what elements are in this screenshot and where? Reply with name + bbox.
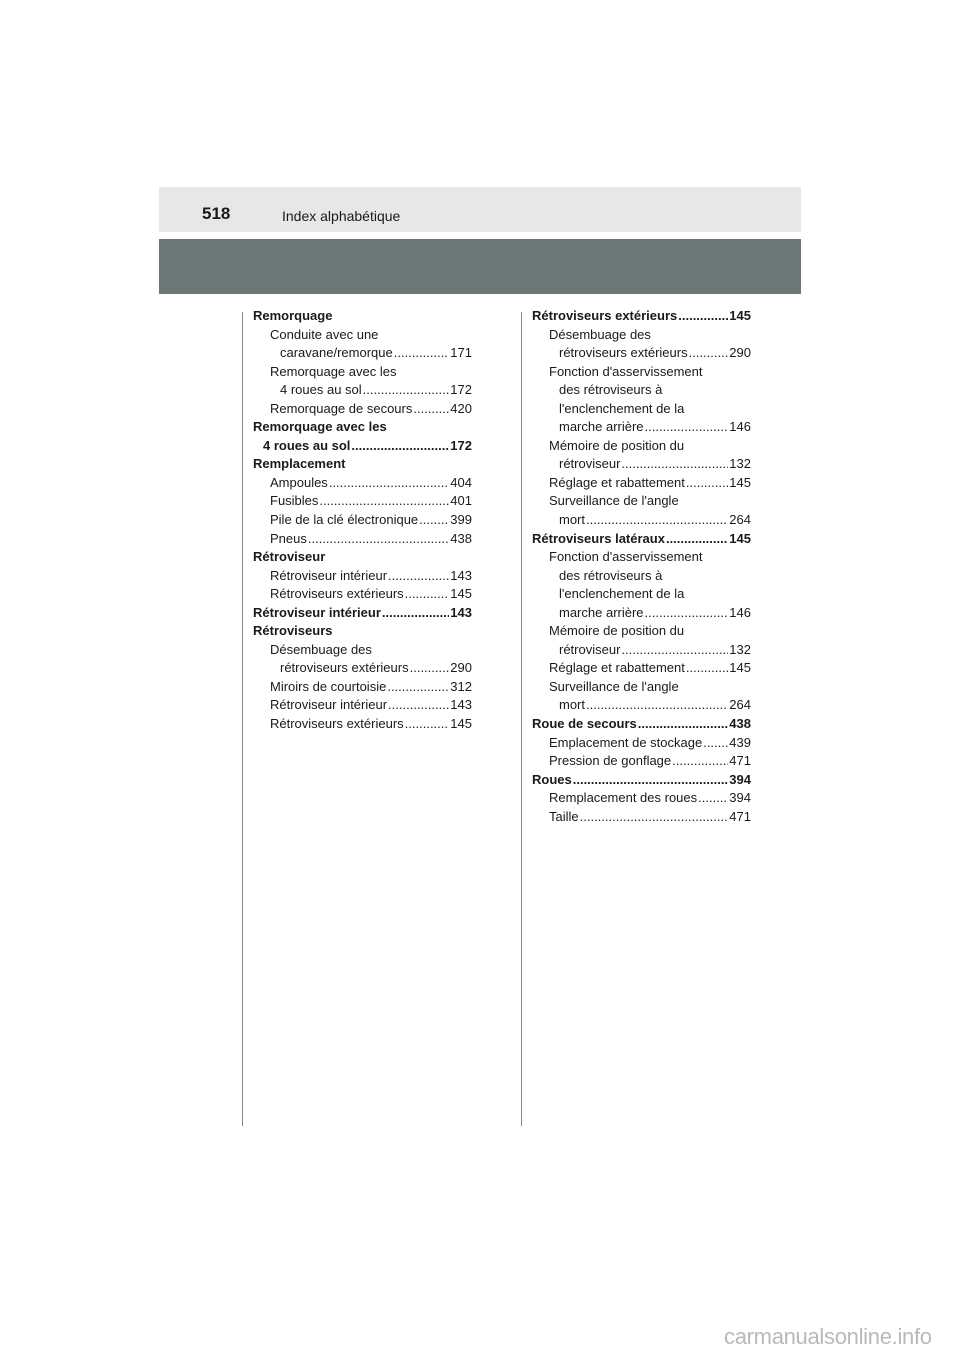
page-reference: 290	[450, 660, 472, 676]
index-subentry	[253, 344, 472, 363]
index-subentry	[532, 400, 751, 419]
index-subentry	[532, 622, 751, 641]
page-reference: 145	[729, 308, 751, 323]
page-reference: 143	[450, 697, 472, 713]
page-number: 518	[202, 204, 231, 223]
entry-text: Remorquage de secours	[270, 400, 413, 416]
index-subentry	[532, 418, 751, 437]
entry-text: Rétroviseurs extérieurs	[270, 716, 404, 732]
dot-leader	[686, 659, 728, 678]
page-reference: 145	[729, 660, 751, 676]
entry-text: Réglage et rabattement	[549, 660, 685, 676]
index-subentry	[253, 326, 472, 345]
dot-leader	[666, 530, 728, 549]
index-subentry	[253, 511, 472, 530]
entry-text: Surveillance de l'angle	[549, 493, 679, 509]
entry-text: rétroviseur	[559, 641, 621, 657]
entry-text: rétroviseurs extérieurs	[559, 345, 688, 361]
entry-text: Conduite avec une	[270, 326, 379, 342]
index-subentry	[532, 808, 751, 827]
page-reference: 394	[729, 771, 751, 787]
index-subentry	[532, 492, 751, 511]
index-subentry	[532, 363, 751, 382]
dot-leader	[329, 474, 449, 493]
dot-leader	[351, 437, 449, 456]
index-subentry	[253, 585, 472, 604]
index-subentry	[253, 381, 472, 400]
index-subentry	[532, 752, 751, 771]
page-reference: 471	[729, 753, 751, 769]
index-subentry	[532, 567, 751, 586]
index-column-left	[253, 307, 472, 734]
index-subentry	[253, 641, 472, 660]
entry-text: des rétroviseurs à	[559, 382, 663, 398]
page-reference: 401	[450, 493, 472, 509]
dot-leader	[405, 715, 450, 734]
entry-text: Taille	[549, 808, 579, 824]
entry-text: Fusibles	[270, 493, 319, 509]
entry-text: Mémoire de position du	[549, 437, 685, 453]
index-subentry	[532, 585, 751, 604]
entry-text: mort	[559, 697, 585, 713]
index-entry	[532, 307, 751, 326]
entry-text: Miroirs de courtoisie	[270, 678, 387, 694]
page-reference: 145	[729, 530, 751, 546]
dot-leader	[678, 307, 728, 326]
page-reference: 146	[729, 604, 751, 620]
page-reference: 145	[450, 716, 472, 732]
entry-text: Pneus	[270, 530, 307, 546]
page-reference: 439	[729, 734, 751, 750]
page-reference: 143	[450, 567, 472, 583]
page-reference: 471	[729, 808, 751, 824]
index-subentry	[532, 455, 751, 474]
entry-text: rétroviseur	[559, 456, 621, 472]
entry-text: mort	[559, 512, 585, 528]
entry-text: Fonction d'asservissement	[549, 549, 703, 565]
entry-text: 4 roues au sol	[280, 382, 362, 398]
index-entry	[253, 604, 472, 623]
index-subentry	[253, 363, 472, 382]
page-reference: 172	[450, 382, 472, 398]
dot-leader	[698, 789, 728, 808]
index-entry	[253, 307, 472, 326]
watermark: carmanualsonline.info	[724, 1324, 932, 1349]
index-subentry	[253, 715, 472, 734]
index-subentry	[532, 548, 751, 567]
dot-leader	[382, 604, 449, 623]
page-reference: 394	[729, 790, 751, 806]
dot-leader	[405, 585, 450, 604]
entry-text: Ampoules	[270, 474, 328, 490]
entry-text: Surveillance de l'angle	[549, 678, 679, 694]
index-entry	[532, 771, 751, 790]
entry-text: des rétroviseurs à	[559, 567, 663, 583]
page-reference: 438	[450, 530, 472, 546]
entry-text: Fonction d'asservissement	[549, 363, 703, 379]
entry-text: Rétroviseur	[253, 549, 326, 565]
page-reference: 172	[450, 437, 472, 453]
column-divider-middle	[521, 312, 522, 1126]
dot-leader	[645, 604, 729, 623]
index-subentry	[253, 567, 472, 586]
page-reference: 171	[450, 345, 472, 361]
dot-leader	[586, 696, 728, 715]
entry-text: Réglage et rabattement	[549, 474, 685, 490]
entry-text: Rétroviseurs extérieurs	[532, 308, 678, 323]
dot-leader	[645, 418, 729, 437]
header-band	[159, 187, 801, 232]
entry-text: caravane/remorque	[280, 345, 393, 361]
dot-leader	[580, 808, 729, 827]
section-title: Index alphabétique	[282, 208, 401, 224]
page-reference: 312	[450, 678, 472, 694]
entry-text: rétroviseurs extérieurs	[280, 660, 409, 676]
page-reference: 264	[729, 512, 751, 528]
entry-text: Pression de gonflage	[549, 753, 672, 769]
index-subentry	[253, 678, 472, 697]
page-reference: 290	[729, 345, 751, 361]
dot-leader	[586, 511, 728, 530]
dot-leader	[419, 511, 449, 530]
index-subentry	[532, 437, 751, 456]
index-entry	[532, 715, 751, 734]
dot-leader	[672, 752, 728, 771]
entry-text: Désembuage des	[549, 326, 651, 342]
dot-leader	[319, 492, 449, 511]
entry-text: Remorquage	[253, 308, 333, 323]
entry-text: Rétroviseur intérieur	[270, 567, 388, 583]
index-subentry	[532, 696, 751, 715]
index-subentry	[532, 326, 751, 345]
column-divider-left	[242, 312, 243, 1126]
page-reference: 264	[729, 697, 751, 713]
entry-text: Rétroviseurs extérieurs	[270, 586, 404, 602]
entry-text: Mémoire de position du	[549, 623, 685, 639]
index-subentry	[253, 474, 472, 493]
entry-text: Roues	[532, 771, 572, 787]
dot-leader	[573, 771, 729, 790]
index-entry	[253, 548, 472, 567]
dot-leader	[308, 530, 449, 549]
index-subentry	[532, 344, 751, 363]
dot-leader	[686, 474, 728, 493]
dot-leader	[388, 567, 449, 586]
entry-text: Désembuage des	[270, 641, 372, 657]
entry-text: 4 roues au sol	[263, 437, 351, 453]
entry-text: Remorquage avec les	[253, 419, 387, 435]
index-subentry	[532, 678, 751, 697]
entry-text: Rétroviseurs latéraux	[532, 530, 665, 546]
index-entry	[532, 530, 751, 549]
page-reference: 399	[450, 512, 472, 528]
page-reference: 420	[450, 400, 472, 416]
entry-text: Rétroviseur intérieur	[270, 697, 388, 713]
index-subentry	[253, 696, 472, 715]
index-entry	[253, 455, 472, 474]
dot-leader	[388, 696, 449, 715]
dot-leader	[703, 734, 728, 753]
dot-leader	[621, 455, 728, 474]
index-subentry	[532, 734, 751, 753]
page-reference: 143	[450, 604, 472, 620]
index-entry	[253, 418, 472, 437]
entry-text: Remplacement	[253, 456, 346, 472]
entry-text: Remplacement des roues	[549, 790, 698, 806]
index-entry	[253, 622, 472, 641]
index-subentry	[253, 659, 472, 678]
dot-leader	[387, 678, 449, 697]
page-reference: 404	[450, 474, 472, 490]
page-reference: 145	[450, 586, 472, 602]
entry-text: l'enclenchement de la	[559, 400, 685, 416]
index-subentry	[253, 400, 472, 419]
index-subentry	[532, 474, 751, 493]
dot-leader	[363, 381, 450, 400]
index-subentry	[532, 659, 751, 678]
entry-text: Rétroviseurs	[253, 623, 333, 639]
index-subentry	[532, 604, 751, 623]
dot-leader	[410, 659, 450, 678]
page-reference: 132	[729, 456, 751, 472]
entry-text: Roue de secours	[532, 716, 637, 732]
entry-text: Rétroviseur intérieur	[253, 604, 381, 620]
dot-leader	[689, 344, 729, 363]
dot-leader	[638, 715, 729, 734]
index-subentry	[532, 789, 751, 808]
dot-leader	[394, 344, 450, 363]
index-column-right	[532, 307, 751, 826]
entry-text: Emplacement de stockage	[549, 734, 703, 750]
entry-text: marche arrière	[559, 419, 644, 435]
index-subentry	[253, 492, 472, 511]
decorative-band	[159, 239, 801, 294]
page-reference: 145	[729, 474, 751, 490]
page-reference: 438	[729, 716, 751, 732]
index-subentry	[532, 511, 751, 530]
index-subentry	[532, 641, 751, 660]
index-subentry	[253, 530, 472, 549]
entry-text: marche arrière	[559, 604, 644, 620]
entry-text: Remorquage avec les	[270, 363, 397, 379]
index-subentry	[253, 437, 472, 456]
entry-text: l'enclenchement de la	[559, 586, 685, 602]
dot-leader	[621, 641, 728, 660]
page-reference: 132	[729, 641, 751, 657]
page-reference: 146	[729, 419, 751, 435]
index-subentry	[532, 381, 751, 400]
entry-text: Pile de la clé électronique	[270, 512, 419, 528]
dot-leader	[413, 400, 449, 419]
